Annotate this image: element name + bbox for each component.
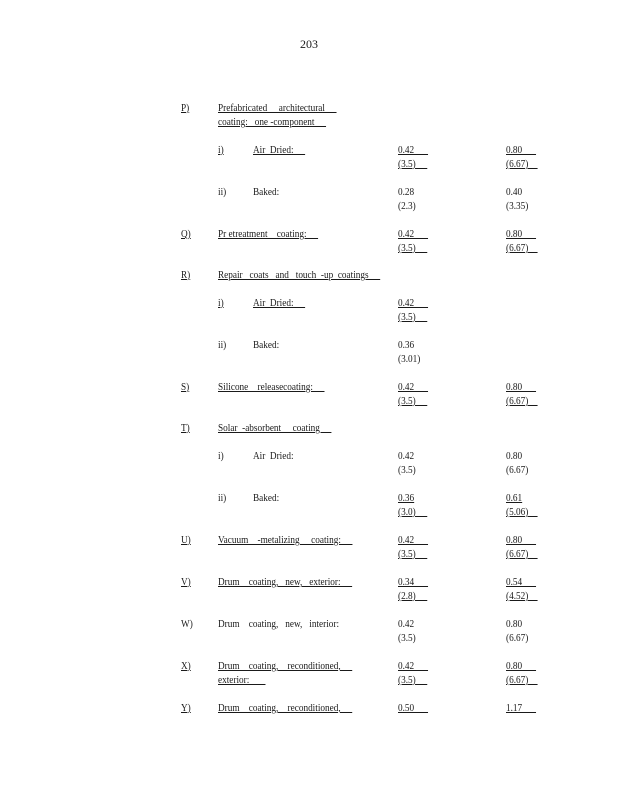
item-title: Repair coats and touch -up coatings: [218, 270, 381, 281]
sub-item-label: Air Dried:: [253, 451, 294, 462]
limit-value-col2: 0.80: [506, 145, 537, 156]
sub-item-number: ii): [218, 340, 227, 351]
limit-value-col2: (3.35): [506, 201, 529, 212]
limit-value-col2: (4.52): [506, 591, 538, 602]
limit-value-col2: (6.67): [506, 159, 538, 170]
item-letter: P): [181, 103, 190, 114]
sub-item-number: i): [218, 298, 224, 309]
sub-item-number: i): [218, 145, 224, 156]
limit-value-col1: (3.5): [398, 465, 416, 476]
limit-value-col1: 0.42: [398, 229, 429, 240]
sub-item-number: ii): [218, 187, 227, 198]
item-letter: Q): [181, 229, 191, 240]
limit-value-col1: 0.42: [398, 145, 429, 156]
item-title: Solar -absorbent coating: [218, 423, 332, 434]
item-title: Drum coating, new, exterior:: [218, 577, 353, 588]
item-letter: W): [181, 619, 193, 630]
limit-value-col1: 0.42: [398, 298, 429, 309]
limit-value-col1: 0.36: [398, 493, 415, 504]
item-letter: T): [181, 423, 190, 434]
sub-item-number: i): [218, 451, 224, 462]
limit-value-col1: (3.5): [398, 675, 428, 686]
limit-value-col2: (6.67): [506, 633, 529, 644]
item-letter: V): [181, 577, 191, 588]
item-title: Silicone releasecoating:: [218, 382, 325, 393]
limit-value-col2: 1.17: [506, 703, 537, 714]
item-letter: X): [181, 661, 191, 672]
item-letter: Y): [181, 703, 191, 714]
item-title: Vacuum -metalizing coating:: [218, 535, 353, 546]
limit-value-col2: 0.80: [506, 229, 537, 240]
limit-value-col2: 0.54: [506, 577, 537, 588]
limit-value-col1: 0.42: [398, 382, 429, 393]
limit-value-col2: (6.67): [506, 396, 538, 407]
limit-value-col2: (5.06): [506, 507, 538, 518]
limit-value-col1: 0.36: [398, 340, 415, 351]
item-letter: R): [181, 270, 191, 281]
item-title: Drum coating, reconditioned,: [218, 703, 353, 714]
limit-value-col1: (2.3): [398, 201, 416, 212]
limit-value-col1: 0.28: [398, 187, 415, 198]
page-number: 203: [300, 37, 318, 51]
sub-item-label: Baked:: [253, 340, 280, 351]
limit-value-col2: 0.80: [506, 451, 523, 462]
limit-value-col2: 0.80: [506, 661, 537, 672]
item-title: exterior:: [218, 675, 266, 686]
item-title: Drum coating, reconditioned,: [218, 661, 353, 672]
limit-value-col1: (3.5): [398, 312, 428, 323]
sub-item-label: Air Dried:: [253, 298, 306, 309]
item-letter: S): [181, 382, 190, 393]
limit-value-col2: 0.80: [506, 619, 523, 630]
sub-item-label: Baked:: [253, 187, 280, 198]
limit-value-col2: 0.40: [506, 187, 523, 198]
limit-value-col2: (6.67): [506, 465, 529, 476]
limit-value-col1: 0.50: [398, 703, 429, 714]
sub-item-number: ii): [218, 493, 227, 504]
limit-value-col1: 0.42: [398, 661, 429, 672]
limit-value-col2: 0.80: [506, 382, 537, 393]
item-title: coating: one -component: [218, 117, 327, 128]
sub-item-label: Air Dried:: [253, 145, 306, 156]
limit-value-col1: (3.5): [398, 549, 428, 560]
limit-value-col2: 0.61: [506, 493, 523, 504]
limit-value-col1: (3.5): [398, 633, 416, 644]
item-letter: U): [181, 535, 191, 546]
limit-value-col2: 0.80: [506, 535, 537, 546]
limit-value-col1: 0.34: [398, 577, 429, 588]
limit-value-col2: (6.67): [506, 675, 538, 686]
limit-value-col2: (6.67): [506, 549, 538, 560]
limit-value-col1: (3.5): [398, 243, 428, 254]
limit-value-col1: (3.5): [398, 396, 428, 407]
limit-value-col1: 0.42: [398, 451, 415, 462]
limit-value-col1: 0.42: [398, 535, 429, 546]
limit-value-col1: (3.5): [398, 159, 428, 170]
item-title: Pr etreatment coating:: [218, 229, 319, 240]
limit-value-col1: 0.42: [398, 619, 415, 630]
limit-value-col1: (3.0): [398, 507, 428, 518]
limit-value-col1: (3.01): [398, 354, 421, 365]
item-title: Prefabricated architectural: [218, 103, 337, 114]
limit-value-col2: (6.67): [506, 243, 538, 254]
sub-item-label: Baked:: [253, 493, 280, 504]
limit-value-col1: (2.8): [398, 591, 428, 602]
item-title: Drum coating, new, interior:: [218, 619, 340, 630]
